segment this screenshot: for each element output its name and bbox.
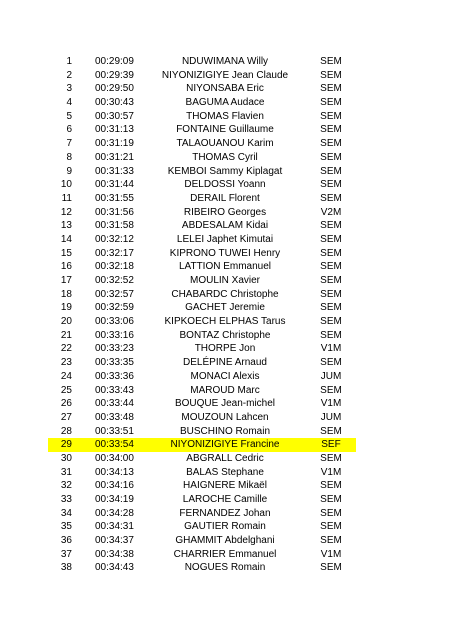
category-cell: SEM	[320, 233, 342, 245]
table-row	[48, 479, 356, 493]
table-row	[48, 301, 356, 315]
name-cell: BAGUMA Audace	[185, 97, 265, 109]
name-cell: CHARRIER Emmanuel	[173, 548, 277, 560]
name-cell: THOMAS Cyril	[192, 151, 258, 163]
table-row	[48, 329, 356, 343]
table-row	[48, 206, 356, 220]
name-cell: BUSCHINO Romain	[179, 425, 271, 437]
table-row	[48, 507, 356, 521]
name-cell: BALAS Stephane	[186, 466, 264, 478]
rank-cell: 27	[60, 411, 72, 423]
table-row	[48, 69, 356, 83]
table-row	[48, 151, 356, 165]
time-cell: 00:32:59	[95, 302, 134, 314]
category-cell: SEM	[320, 83, 342, 95]
rank-cell: 28	[60, 425, 72, 437]
category-cell: SEM	[320, 261, 342, 273]
name-cell: GHAMMIT Abdelghani	[175, 535, 275, 547]
time-cell: 00:31:58	[95, 220, 134, 232]
category-cell: SEM	[320, 220, 342, 232]
category-cell: V1M	[320, 343, 342, 355]
category-cell: SEM	[320, 69, 342, 81]
rank-cell: 10	[60, 179, 72, 191]
name-cell: THORPE Jon	[194, 343, 256, 355]
rank-cell: 17	[60, 275, 72, 286]
rank-cell: 32	[60, 480, 72, 492]
category-cell: V1M	[320, 548, 342, 560]
category-cell: SEM	[320, 97, 342, 109]
rank-cell: 15	[60, 247, 72, 259]
category-cell: SEM	[320, 384, 342, 396]
rank-cell: 5	[66, 110, 72, 122]
rank-cell: 34	[60, 507, 72, 519]
name-cell: CHABARDC Christophe	[171, 288, 279, 300]
category-cell: SEM	[320, 192, 342, 204]
time-cell: 00:33:16	[95, 329, 134, 341]
rank-cell: 37	[60, 548, 72, 560]
category-cell: JUM	[320, 370, 342, 382]
rank-cell: 3	[66, 83, 72, 95]
rank-cell: 12	[60, 206, 72, 218]
category-cell: SEM	[320, 507, 342, 519]
rank-cell: 29	[60, 439, 72, 451]
table-row	[48, 425, 356, 439]
rank-cell: 6	[66, 124, 72, 136]
table-row	[48, 178, 356, 192]
table-row	[48, 370, 356, 384]
rank-cell: 38	[60, 562, 72, 574]
table-row	[48, 137, 356, 151]
rank-cell: 25	[60, 384, 72, 396]
name-cell: TALAOUANOU Karim	[176, 138, 274, 150]
category-cell: SEM	[320, 165, 342, 177]
time-cell: 00:32:57	[95, 288, 134, 300]
name-cell: FONTAINE Guillaume	[176, 124, 274, 136]
category-cell: SEM	[320, 124, 342, 136]
table-row	[48, 110, 356, 124]
rank-cell: 16	[60, 261, 72, 273]
results-table	[48, 55, 356, 575]
category-cell: SEM	[320, 329, 342, 341]
table-row	[48, 274, 356, 288]
category-cell: V2M	[320, 206, 342, 218]
table-row	[48, 82, 356, 96]
time-cell: 00:33:35	[95, 357, 134, 369]
name-cell: NIYONIZIGIYE Francine	[170, 439, 280, 451]
rank-cell: 22	[60, 343, 72, 355]
name-cell: MOULIN Xavier	[189, 275, 260, 286]
name-cell: RIBEIRO Georges	[183, 206, 267, 218]
rank-cell: 24	[60, 370, 72, 382]
rank-cell: 13	[60, 220, 72, 232]
time-cell: 00:34:28	[95, 507, 134, 519]
name-cell: DELÉPINE Arnaud	[183, 357, 267, 369]
name-cell: DERAIL Florent	[190, 192, 260, 204]
rank-cell: 14	[60, 233, 72, 245]
table-row	[48, 520, 356, 534]
category-cell: SEM	[320, 138, 342, 150]
time-cell: 00:32:18	[95, 261, 134, 273]
table-row	[48, 493, 356, 507]
time-cell: 00:29:50	[95, 83, 134, 95]
category-cell: SEM	[320, 452, 342, 464]
time-cell: 00:33:54	[95, 439, 134, 451]
time-cell: 00:34:13	[95, 466, 134, 478]
name-cell: BOUQUE Jean-michel	[174, 398, 276, 410]
table-row	[48, 165, 356, 179]
table-row	[48, 534, 356, 548]
rank-cell: 8	[66, 151, 72, 163]
rank-cell: 19	[60, 302, 72, 314]
table-row-highlighted	[48, 438, 356, 452]
rank-cell: 2	[66, 69, 72, 81]
table-row	[48, 233, 356, 247]
category-cell: SEM	[320, 480, 342, 492]
time-cell: 00:34:16	[95, 480, 134, 492]
category-cell: SEM	[320, 275, 342, 286]
table-row	[48, 260, 356, 274]
table-row	[48, 55, 356, 69]
rank-cell: 9	[66, 165, 72, 177]
time-cell: 00:32:17	[95, 247, 134, 259]
name-cell: NOGUES Romain	[184, 562, 266, 574]
table-row	[48, 96, 356, 110]
category-cell: SEM	[320, 316, 342, 328]
time-cell: 00:33:06	[95, 316, 134, 328]
time-cell: 00:31:56	[95, 206, 134, 218]
rank-cell: 18	[60, 288, 72, 300]
name-cell: LELEI Japhet Kimutai	[176, 233, 274, 245]
time-cell: 00:33:51	[95, 425, 134, 437]
name-cell: NIYONIZIGIYE Jean Claude	[161, 69, 289, 81]
table-row	[48, 315, 356, 329]
time-cell: 00:33:48	[95, 411, 134, 423]
category-cell: SEM	[320, 535, 342, 547]
rank-cell: 33	[60, 494, 72, 505]
category-cell: SEM	[320, 179, 342, 191]
rank-cell: 20	[60, 316, 72, 328]
name-cell: MONACI Alexis	[190, 370, 260, 382]
time-cell: 00:34:00	[95, 452, 134, 464]
table-row	[48, 466, 356, 480]
time-cell: 00:29:09	[95, 56, 134, 67]
name-cell: LAROCHE Camille	[182, 494, 268, 505]
category-cell: SEM	[320, 56, 342, 67]
category-cell: SEM	[320, 562, 342, 574]
time-cell: 00:34:43	[95, 562, 134, 574]
name-cell: KIPKOECH ELPHAS Tarus	[164, 316, 286, 328]
name-cell: NDUWIMANA Willy	[181, 56, 269, 67]
time-cell: 00:33:23	[95, 343, 134, 355]
category-cell: V1M	[320, 466, 342, 478]
category-cell: SEM	[320, 425, 342, 437]
category-cell: SEM	[320, 494, 342, 505]
time-cell: 00:34:31	[95, 521, 134, 533]
name-cell: NIYONSABA Eric	[186, 83, 264, 95]
table-row	[48, 452, 356, 466]
time-cell: 00:33:44	[95, 398, 134, 410]
time-cell: 00:30:43	[95, 97, 134, 109]
name-cell: ABGRALL Cedric	[186, 452, 264, 464]
time-cell: 00:34:38	[95, 548, 134, 560]
name-cell: KIPRONO TUWEI Henry	[169, 247, 281, 259]
category-cell: SEF	[321, 439, 341, 451]
rank-cell: 1	[66, 56, 72, 67]
time-cell: 00:31:55	[95, 192, 134, 204]
name-cell: GAUTIER Romain	[184, 521, 266, 533]
category-cell: SEM	[320, 151, 342, 163]
category-cell: SEM	[320, 247, 342, 259]
table-row	[48, 411, 356, 425]
table-row	[48, 288, 356, 302]
rank-cell: 7	[66, 138, 72, 150]
rank-cell: 35	[60, 521, 72, 533]
name-cell: LATTION Emmanuel	[178, 261, 272, 273]
category-cell: SEM	[320, 521, 342, 533]
table-row	[48, 247, 356, 261]
rank-cell: 21	[60, 329, 72, 341]
time-cell: 00:32:12	[95, 233, 134, 245]
time-cell: 00:31:19	[95, 138, 134, 150]
time-cell: 00:31:44	[95, 179, 134, 191]
time-cell: 00:31:33	[95, 165, 134, 177]
name-cell: ABDESALAM Kidai	[181, 220, 269, 232]
rank-cell: 36	[60, 535, 72, 547]
table-row	[48, 123, 356, 137]
table-row	[48, 356, 356, 370]
rank-cell: 4	[66, 97, 72, 109]
time-cell: 00:33:43	[95, 384, 134, 396]
time-cell: 00:32:52	[95, 275, 134, 286]
category-cell: SEM	[320, 302, 342, 314]
category-cell: SEM	[320, 357, 342, 369]
name-cell: HAIGNERE Mikaël	[183, 480, 267, 492]
rank-cell: 23	[60, 357, 72, 369]
name-cell: THOMAS Flavien	[186, 110, 264, 122]
table-row	[48, 397, 356, 411]
category-cell: V1M	[320, 398, 342, 410]
time-cell: 00:29:39	[95, 69, 134, 81]
table-row	[48, 548, 356, 562]
table-row	[48, 561, 356, 575]
category-cell: SEM	[320, 110, 342, 122]
table-row	[48, 219, 356, 233]
table-row	[48, 342, 356, 356]
rank-cell: 11	[61, 192, 72, 204]
time-cell: 00:33:36	[95, 370, 134, 382]
category-cell: JUM	[320, 411, 342, 423]
rank-cell: 31	[60, 466, 72, 478]
rank-cell: 30	[60, 452, 72, 464]
table-row	[48, 384, 356, 398]
name-cell: BONTAZ Christophe	[179, 329, 271, 341]
category-cell: SEM	[320, 288, 342, 300]
name-cell: MAROUD Marc	[190, 384, 260, 396]
name-cell: FERNANDEZ Johan	[179, 507, 271, 519]
name-cell: GACHET Jeremie	[185, 302, 265, 314]
time-cell: 00:34:19	[95, 494, 134, 505]
time-cell: 00:34:37	[95, 535, 134, 547]
time-cell: 00:31:13	[95, 124, 134, 136]
name-cell: KEMBOI Sammy Kiplagat	[167, 165, 283, 177]
table-row	[48, 192, 356, 206]
rank-cell: 26	[60, 398, 72, 410]
name-cell: MOUZOUN Lahcen	[181, 411, 269, 423]
time-cell: 00:31:21	[95, 151, 134, 163]
name-cell: DELDOSSI Yoann	[184, 179, 266, 191]
time-cell: 00:30:57	[95, 110, 134, 122]
